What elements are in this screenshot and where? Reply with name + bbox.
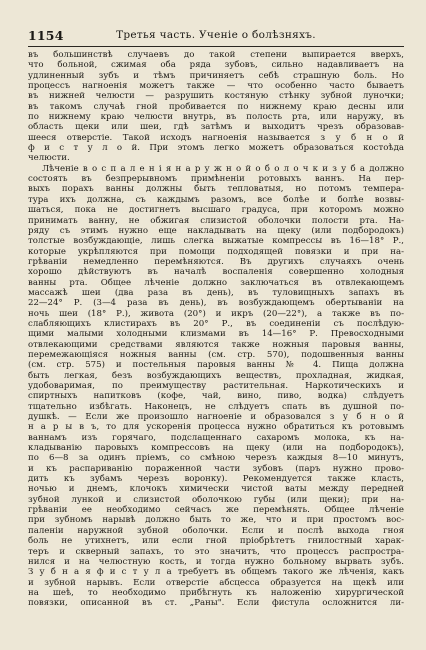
- text-line: щими малыми холодными клизмами въ 14—16° Р. Превосходными: [28, 329, 404, 340]
- text-line: толстые возбуждающіе, лишь слегка выжатые компрессы въ 16—18° Р.,: [28, 236, 404, 247]
- text-line: въ нижней челюсти — разрушить костяную стѣнку зубной луночки;: [28, 91, 404, 102]
- text-line: въ такомъ случаѣ гной пробивается по нижнему краю десны или: [28, 101, 404, 112]
- text-line: по 6—8 за одинъ пріемъ, со смѣною черезъ каждыя 8—10 минутъ,: [28, 453, 404, 464]
- text-line: З у б н а я ф и с т у л а требуетъ въ общемъ такого же лѣченія, какъ: [28, 567, 404, 578]
- text-line: шееся отверстіе. Такой исходъ нагноенія называется з у б н о й: [28, 132, 404, 143]
- text-line: Лѣченіе в о с п а л е н і я н а р у ж н о й о б о л о ч к и з у б а должно: [42, 163, 404, 174]
- text-line: ночью и днемъ, клочокъ химически чистой ваты между передней: [28, 484, 404, 495]
- page-header: [28, 28, 404, 48]
- text-line: тура ихъ должна, съ каждымъ разомъ, все болѣе и болѣе возвы-: [28, 194, 404, 205]
- text-line: грѣваніи немедленно перемѣняются. Въ другихъ случаяхъ очень: [28, 256, 404, 267]
- text-line: ванны рта. Общее лѣченіе должно заключаться въ отвлекающемъ: [28, 277, 404, 288]
- text-line: и къ распариванію пораженной части зубовъ (паръ нужно прово-: [28, 463, 404, 474]
- text-line: теръ и скверный запахъ, то это значитъ, что процессъ распростра-: [28, 546, 404, 557]
- text-line: грѣваніи ее необходимо сейчасъ же перемѣнять. Общее лѣченіе: [28, 505, 404, 516]
- text-line: процессъ нагноенія можетъ также — что особенно часто бываетъ: [28, 81, 404, 92]
- text-line: выхъ порахъ ванны должны быть тепловатыя, но потомъ темпера-: [28, 184, 404, 195]
- header-rule: [28, 46, 404, 47]
- text-line: 22—24° Р. (3—4 раза въ день), въ возбуждающемъ обертываніи на: [28, 298, 404, 309]
- text-line: хорошо дѣйствуютъ въ началѣ воспаленія совершенно холодныя: [28, 267, 404, 278]
- text-line: (см. стр. 575) и постельныя паровыя ванны № 4. Пища должна: [28, 360, 404, 371]
- text-line: ваннамъ изъ горячаго, подслащеннаго сахаромъ молока, къ на-: [28, 432, 404, 443]
- text-line: спиртныхъ напитковъ (кофе, чай, вино, пиво, водка) слѣдуетъ: [28, 391, 404, 402]
- text-line: при зубномъ нарывѣ должно быть то же, что и при простомъ вос-: [28, 515, 404, 526]
- text-line: перемежающіяся ножныя ванны (см. стр. 570), подошвенныя ванны: [28, 349, 404, 360]
- text-line: массажѣ шеи (два раза въ день), въ туловищныхъ запахъ въ: [28, 287, 404, 298]
- text-line: по нижнему краю челюсти внутрь, въ полость рта, или наружу, въ: [28, 112, 404, 123]
- text-line: что больной, сжимая оба ряда зубовъ, сильно надавливаетъ на: [28, 60, 404, 71]
- text-line: повязки, описанной въ ст. „Раны". Если фистула осложнится ли-: [28, 598, 404, 609]
- running-title: Третья часть. Ученіе о болѣзняхъ.: [116, 29, 316, 41]
- text-line: н а р ы в ъ, то для ускоренія процесса нужно обратиться къ ротовымъ: [28, 422, 404, 433]
- text-line: состоять въ безпрерывномъ примѣненіи ротовыхъ ваннъ. На пер-: [28, 174, 404, 185]
- text-line: тщательно избѣгать. Наконецъ, не слѣдуетъ спать въ душной по-: [28, 401, 404, 412]
- text-line: кладыванію паровыхъ компрессовъ на щеку (или на подбородокъ),: [28, 443, 404, 454]
- text-line: ряду съ этимъ нужно еще накладывать на щеку (или подбородокъ): [28, 225, 404, 236]
- body-text: [28, 50, 404, 609]
- text-line: отвлекающими средствами являются также ножныя паровыя ванны,: [28, 339, 404, 350]
- text-line: удобоваримая, по преимуществу растительная. Наркотическихъ и: [28, 381, 404, 391]
- text-line: удлиненный зубъ и тѣмъ причиняетъ себѣ страшную боль. Но: [28, 70, 404, 81]
- text-line: боль не утихнетъ, или если гной пріобрѣтетъ гнилостный харак-: [28, 536, 404, 547]
- text-line: дить къ зубамъ черезъ воронку). Рекомендуется также класть,: [28, 474, 404, 485]
- text-line: область щеки или шеи, гдѣ затѣмъ и выходитъ чрезъ образовав-: [28, 122, 404, 133]
- text-line: душкѣ. — Если же произошло нагноеніе и образовался з у б н о й: [28, 412, 404, 423]
- text-line: ф и с т у л о й. При этомъ легко можетъ образоваться костоѣда: [28, 143, 404, 154]
- text-line: и зубной нарывъ. Если отверстіе абсцесса образуется на щекѣ или: [28, 577, 404, 588]
- text-line: ночь шеи (18° Р.), живота (20°) и икръ (20—22°), а также въ по-: [28, 308, 404, 319]
- text-line: шаться, пока не достигнетъ высшаго градуса, при которомъ можно: [28, 205, 404, 216]
- text-line: слабляющихъ клистирахъ въ 20° Р., въ соединеніи съ послѣдую-: [28, 318, 404, 329]
- text-line: на шеѣ, то необходимо прибѣгнуть къ наложенію хирургической: [28, 587, 404, 598]
- page-number: 1154: [28, 28, 64, 43]
- text-line: въ большинствѣ случаевъ до такой степени выпирается вверхъ,: [28, 50, 404, 60]
- text-line: паленіи наружной зубной оболочки. Если и послѣ выхода гноя: [28, 525, 404, 536]
- text-line: которые укрѣпляются при помощи подходящей повязки и при на-: [28, 246, 404, 257]
- text-line: зубной лункой и слизистой оболочкою губы (или щеки); при на-: [28, 494, 404, 505]
- text-line: челюсти.: [28, 153, 70, 164]
- text-line: принимать ванну, не обжигая слизистой оболочки полости рта. На-: [28, 215, 404, 226]
- text-line: нился и на челюстную кость, и тогда нужно больному вырвать зубъ.: [28, 556, 404, 567]
- text-line: быть легкая, безъ возбуждающихъ веществъ, прохладная, жидкая,: [28, 370, 404, 381]
